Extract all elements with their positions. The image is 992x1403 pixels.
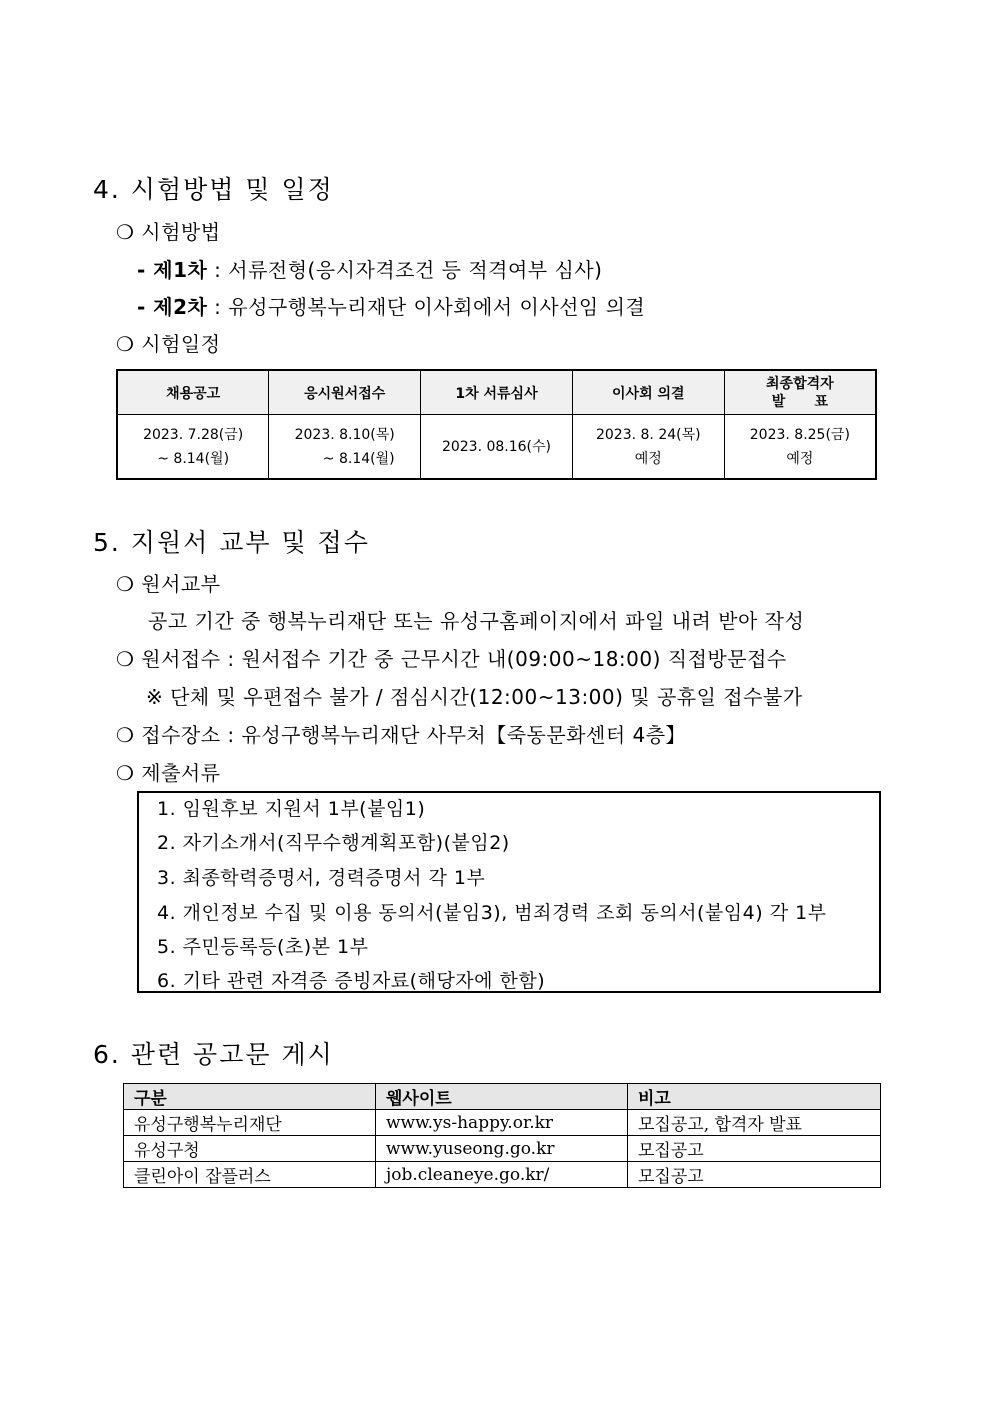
document-item: 5. 주민등록등(초)본 1부	[157, 936, 369, 958]
document-item: 2. 자기소개서(직무수행계획포함)(붙임2)	[157, 832, 510, 854]
section-5-title: 5. 지원서 교부 및 접수	[93, 528, 370, 557]
exam-step-2	[137, 291, 645, 320]
related-sites-table	[123, 1083, 881, 1188]
header-line: 최종합격자	[766, 375, 834, 392]
table-cell: 모집공고	[628, 1162, 881, 1188]
form-issue-text: 공고 기간 중 행복누리재단 또는 유성구홈페이지에서 파일 내려 받아 작성	[148, 609, 805, 633]
header-line: 발 표	[771, 393, 828, 410]
documents-box	[137, 791, 881, 993]
website-link[interactable]: job.cleaneye.go.kr/	[376, 1162, 628, 1188]
cell-line: ~ 8.14(월)	[157, 450, 230, 467]
exam-step-1	[137, 254, 602, 283]
form-issue-label: ❍ 원서교부	[116, 572, 221, 596]
section-4-title: 4. 시험방법 및 일정	[93, 175, 334, 204]
schedule-table	[116, 369, 877, 480]
schedule-header-cell: 응시원서접수	[269, 370, 421, 415]
document-item: 6. 기타 관련 자격증 증빙자료(해당자에 한함)	[157, 970, 546, 992]
table-cell: 유성구청	[124, 1136, 376, 1162]
document-item: 4. 개인정보 수집 및 이용 동의서(붙임3), 범죄경력 조회 동의서(붙임4) 각 1부	[157, 902, 827, 924]
step-2-text: : 유성구행복누리재단 이사회에서 이사선임 의결	[207, 295, 646, 319]
schedule-cell	[724, 415, 876, 480]
header-cell: 비고	[628, 1084, 881, 1110]
exam-schedule-label: ❍ 시험일정	[116, 332, 221, 356]
receipt-place: ❍ 접수장소 : 유성구행복누리재단 사무처【죽동문화센터 4층】	[116, 723, 687, 747]
step-1-label: - 제1차	[137, 258, 208, 282]
schedule-cell	[421, 415, 573, 480]
schedule-cell	[117, 415, 269, 480]
receipt-note: ※ 단체 및 우편접수 불가 / 점심시간(12:00~13:00) 및 공휴일 접수불가	[146, 685, 803, 709]
schedule-header-row	[117, 370, 876, 415]
table-header-row	[124, 1084, 881, 1110]
table-row	[124, 1110, 881, 1136]
form-receipt-text: ❍ 원서접수 : 원서접수 기간 중 근무시간 내(09:00~18:00) 직접방문접수	[116, 647, 787, 671]
cell-line: 예정	[634, 450, 662, 467]
documents-label: ❍ 제출서류	[116, 761, 221, 785]
section-6-title: 6. 관련 공고문 게시	[93, 1040, 334, 1069]
schedule-date-row	[117, 415, 876, 480]
schedule-header-cell: 1차 서류심사	[421, 370, 573, 415]
table-row	[124, 1136, 881, 1162]
schedule-header-cell: 채용공고	[117, 370, 269, 415]
cell-line: 2023. 8. 24(목)	[595, 426, 701, 443]
schedule-header-cell	[724, 370, 876, 415]
table-row	[124, 1162, 881, 1188]
step-1-text: : 서류전형(응시자격조건 등 적격여부 심사)	[207, 258, 603, 282]
table-cell: 모집공고	[628, 1136, 881, 1162]
document-item: 1. 임원후보 지원서 1부(붙임1)	[157, 798, 426, 820]
cell-line: 2023. 08.16(수)	[441, 438, 552, 455]
table-cell: 모집공고, 합격자 발표	[628, 1110, 881, 1136]
table-cell: 유성구행복누리재단	[124, 1110, 376, 1136]
cell-line: 2023. 8.25(금)	[749, 426, 850, 443]
cell-line: ~ 8.14(월)	[322, 450, 395, 467]
cell-line: 2023. 8.10(목)	[294, 426, 395, 443]
cell-line: 예정	[786, 450, 814, 467]
exam-method-label: ❍ 시험방법	[116, 220, 221, 244]
website-link[interactable]: www.yuseong.go.kr	[376, 1136, 628, 1162]
schedule-header-cell: 이사회 의결	[572, 370, 724, 415]
website-link[interactable]: www.ys-happy.or.kr	[376, 1110, 628, 1136]
schedule-cell	[269, 415, 421, 480]
table-cell: 클린아이 잡플러스	[124, 1162, 376, 1188]
header-cell: 웹사이트	[376, 1084, 628, 1110]
schedule-cell	[572, 415, 724, 480]
cell-line: 2023. 7.28(금)	[143, 426, 244, 443]
step-2-label: - 제2차	[137, 295, 208, 319]
document-item: 3. 최종학력증명서, 경력증명서 각 1부	[157, 867, 486, 889]
header-cell: 구분	[124, 1084, 376, 1110]
